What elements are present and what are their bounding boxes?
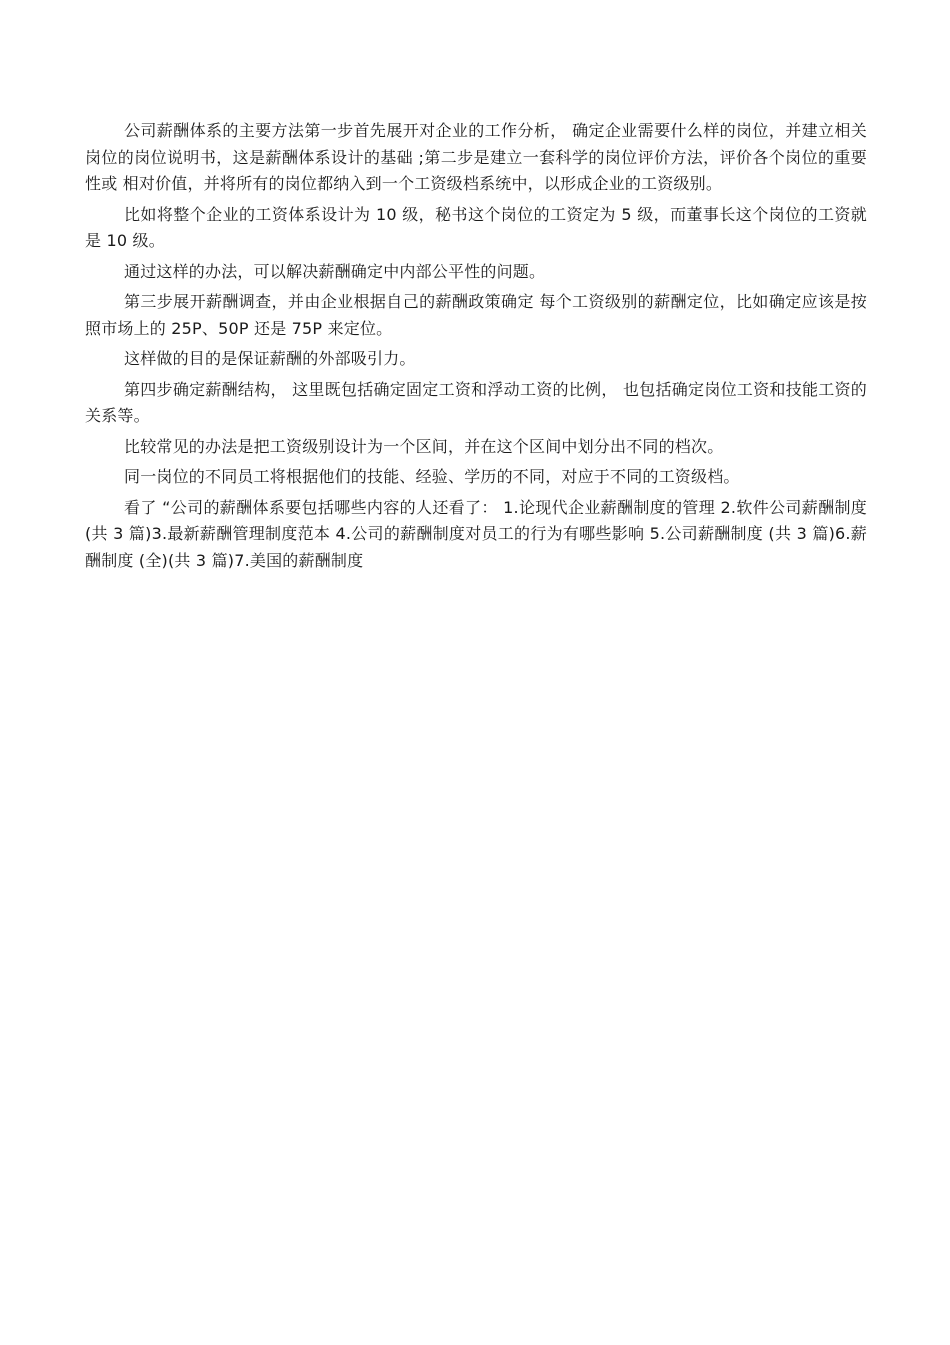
document-body <box>85 118 867 578</box>
paragraph-same-position: 同一岗位的不同员工将根据他们的技能、经验、学历的不同，对应于不同的工资级档。 <box>124 467 740 486</box>
paragraph-related-reading: 看了 “公司的薪酬体系要包括哪些内容的人还看了： 1.论现代企业薪酬制度的管理 2.软件公司薪酬制度 (共 3 篇)3.最新薪酬管理制度范本 4.公司的薪酬制度对员工的行为有哪些影响 5.公司薪酬制度 (共 3 篇)6.薪酬制度 (全)(共 3 篇)7.美国的薪酬制度 <box>85 497 867 570</box>
paragraph-step-four: 第四步确定薪酬结构， 这里既包括确定固定工资和浮动工资的比例， 也包括确定岗位工资和技能工资的关系等。 <box>85 379 867 425</box>
paragraph-grade-range: 比较常见的办法是把工资级别设计为一个区间，并在这个区间中划分出不同的档次。 <box>124 436 724 456</box>
paragraph-grade-example: 比如将整个企业的工资体系设计为 10 级，秘书这个岗位的工资定为 5 级，而董事长这个岗位的工资就是 10 级。 <box>85 204 867 250</box>
paragraph-external-attraction: 这样做的目的是保证薪酬的外部吸引力。 <box>124 349 416 368</box>
paragraph-step-three: 第三步展开薪酬调查，并由企业根据自己的薪酬政策确定 每个工资级别的薪酬定位，比如确定应该是按照市场上的 25P、50P 还是 75P 来定位。 <box>85 292 867 338</box>
paragraph-internal-fairness: 通过这样的办法，可以解决薪酬确定中内部公平性的问题。 <box>124 261 546 281</box>
paragraph-step-one: 公司薪酬体系的主要方法第一步首先展开对企业的工作分析， 确定企业需要什么样的岗位，并建立相关岗位的岗位说明书，这是薪酬体系设计的基础 ;第二步是建立一套科学的岗位评价方法，评价各个岗位的重要性或 相对价值，并将所有的岗位都纳入到一个工资级档系统中，以形成企业的工资级别。 <box>85 121 867 193</box>
